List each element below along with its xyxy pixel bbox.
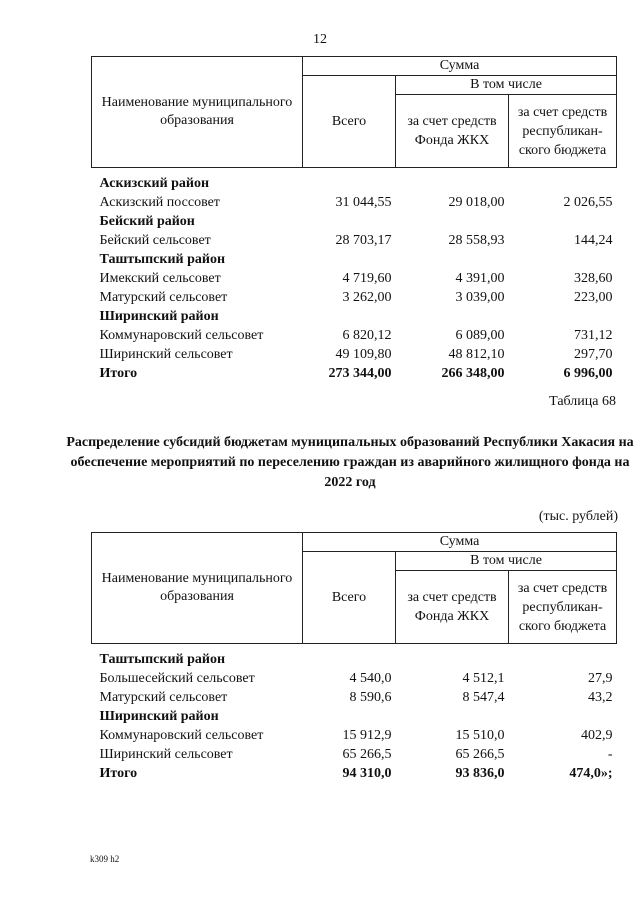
table-row — [92, 726, 617, 745]
header-fund: за счет средств Фонда ЖКХ — [396, 95, 509, 168]
value-total: 15 912,9 — [342, 728, 392, 743]
municipality-name: Ширинский сельсовет — [99, 347, 233, 362]
municipality-name: Матурский сельсовет — [99, 690, 228, 705]
district-name: Ширинский район — [99, 309, 219, 324]
page-number: 12 — [313, 32, 327, 47]
table-row — [92, 231, 617, 250]
header-sum: Сумма — [303, 533, 617, 552]
header-including: В том числе — [396, 76, 617, 95]
footer-code: k309 h2 — [90, 854, 120, 864]
header-total: Всего — [303, 552, 396, 644]
table-row — [92, 688, 617, 707]
table-caption: Таблица 68 — [549, 394, 616, 409]
table-row — [92, 269, 617, 288]
total-label: Итого — [99, 766, 138, 781]
value-total: 3 262,00 — [342, 290, 392, 305]
district-name: Таштыпский район — [99, 252, 226, 267]
value-total: 94 310,0 — [342, 766, 392, 781]
value-fund: 48 812,10 — [448, 347, 505, 362]
municipality-name: Большесейский сельсовет — [99, 671, 255, 686]
value-republic: - — [607, 747, 613, 762]
table-row — [92, 288, 617, 307]
value-fund: 4 391,00 — [455, 271, 505, 286]
value-total: 31 044,55 — [335, 195, 392, 210]
value-fund: 6 089,00 — [455, 328, 505, 343]
total-label: Итого — [99, 366, 138, 381]
header-total: Всего — [303, 76, 396, 168]
district-name: Бейский район — [99, 214, 195, 229]
value-republic: 731,12 — [574, 328, 613, 343]
value-fund: 4 512,1 — [462, 671, 505, 686]
header-republic: за счет средств республикан-ского бюджета — [509, 95, 617, 168]
header-including: В том числе — [396, 552, 617, 571]
value-republic: 297,70 — [574, 347, 613, 362]
value-total: 4 719,60 — [342, 271, 392, 286]
value-republic: 27,9 — [588, 671, 613, 686]
value-republic: 328,60 — [574, 271, 613, 286]
value-total: 273 344,00 — [328, 366, 392, 381]
subsidy-table-1 — [91, 56, 617, 383]
value-republic: 43,2 — [588, 690, 613, 705]
value-fund: 29 018,00 — [448, 195, 505, 210]
district-name: Таштыпский район — [99, 652, 226, 667]
value-total: 65 266,5 — [342, 747, 392, 762]
unit-note: (тыс. рублей) — [538, 509, 618, 524]
municipality-name: Коммунаровский сельсовет — [99, 728, 264, 743]
table-row — [92, 669, 617, 688]
value-republic: 6 996,00 — [563, 366, 613, 381]
table-row — [92, 326, 617, 345]
value-total: 49 109,80 — [335, 347, 392, 362]
district-name: Аскизский район — [99, 176, 210, 191]
value-republic: 223,00 — [574, 290, 613, 305]
municipality-name: Бейский сельсовет — [99, 233, 211, 248]
total-row — [92, 764, 617, 783]
table-row — [92, 745, 617, 764]
value-republic: 402,9 — [581, 728, 613, 743]
header-sum: Сумма — [303, 57, 617, 76]
value-total: 8 590,6 — [349, 690, 392, 705]
value-republic: 2 026,55 — [563, 195, 613, 210]
value-republic: 144,24 — [574, 233, 613, 248]
table-row — [92, 345, 617, 364]
table-row — [92, 193, 617, 212]
value-fund: 8 547,4 — [462, 690, 505, 705]
municipality-name: Коммунаровский сельсовет — [99, 328, 264, 343]
value-total: 6 820,12 — [342, 328, 392, 343]
value-fund: 266 348,00 — [441, 366, 505, 381]
value-republic: 474,0»; — [569, 766, 613, 781]
header-municipality: Наименование муниципального образования — [92, 533, 303, 644]
value-fund: 93 836,0 — [455, 766, 505, 781]
value-total: 4 540,0 — [349, 671, 392, 686]
value-fund: 15 510,0 — [455, 728, 505, 743]
municipality-name: Имекский сельсовет — [99, 271, 221, 286]
subsidy-table-2 — [91, 532, 617, 783]
value-fund: 28 558,93 — [448, 233, 505, 248]
header-republic: за счет средств республикан-ского бюджета — [509, 571, 617, 644]
value-fund: 3 039,00 — [455, 290, 505, 305]
value-total: 28 703,17 — [335, 233, 392, 248]
table-title: Распределение субсидий бюджетам муниципальных образований Республики Хакасия на обеспечение мероприятий по переселению граждан из аварийного жилищного фонда на 2022 год — [66, 435, 634, 490]
municipality-name: Ширинский сельсовет — [99, 747, 233, 762]
header-fund: за счет средств Фонда ЖКХ — [396, 571, 509, 644]
total-row — [92, 364, 617, 383]
value-fund: 65 266,5 — [455, 747, 505, 762]
header-municipality: Наименование муниципального образования — [92, 57, 303, 168]
district-name: Ширинский район — [99, 709, 219, 724]
municipality-name: Матурский сельсовет — [99, 290, 228, 305]
municipality-name: Аскизский поссовет — [99, 195, 220, 210]
